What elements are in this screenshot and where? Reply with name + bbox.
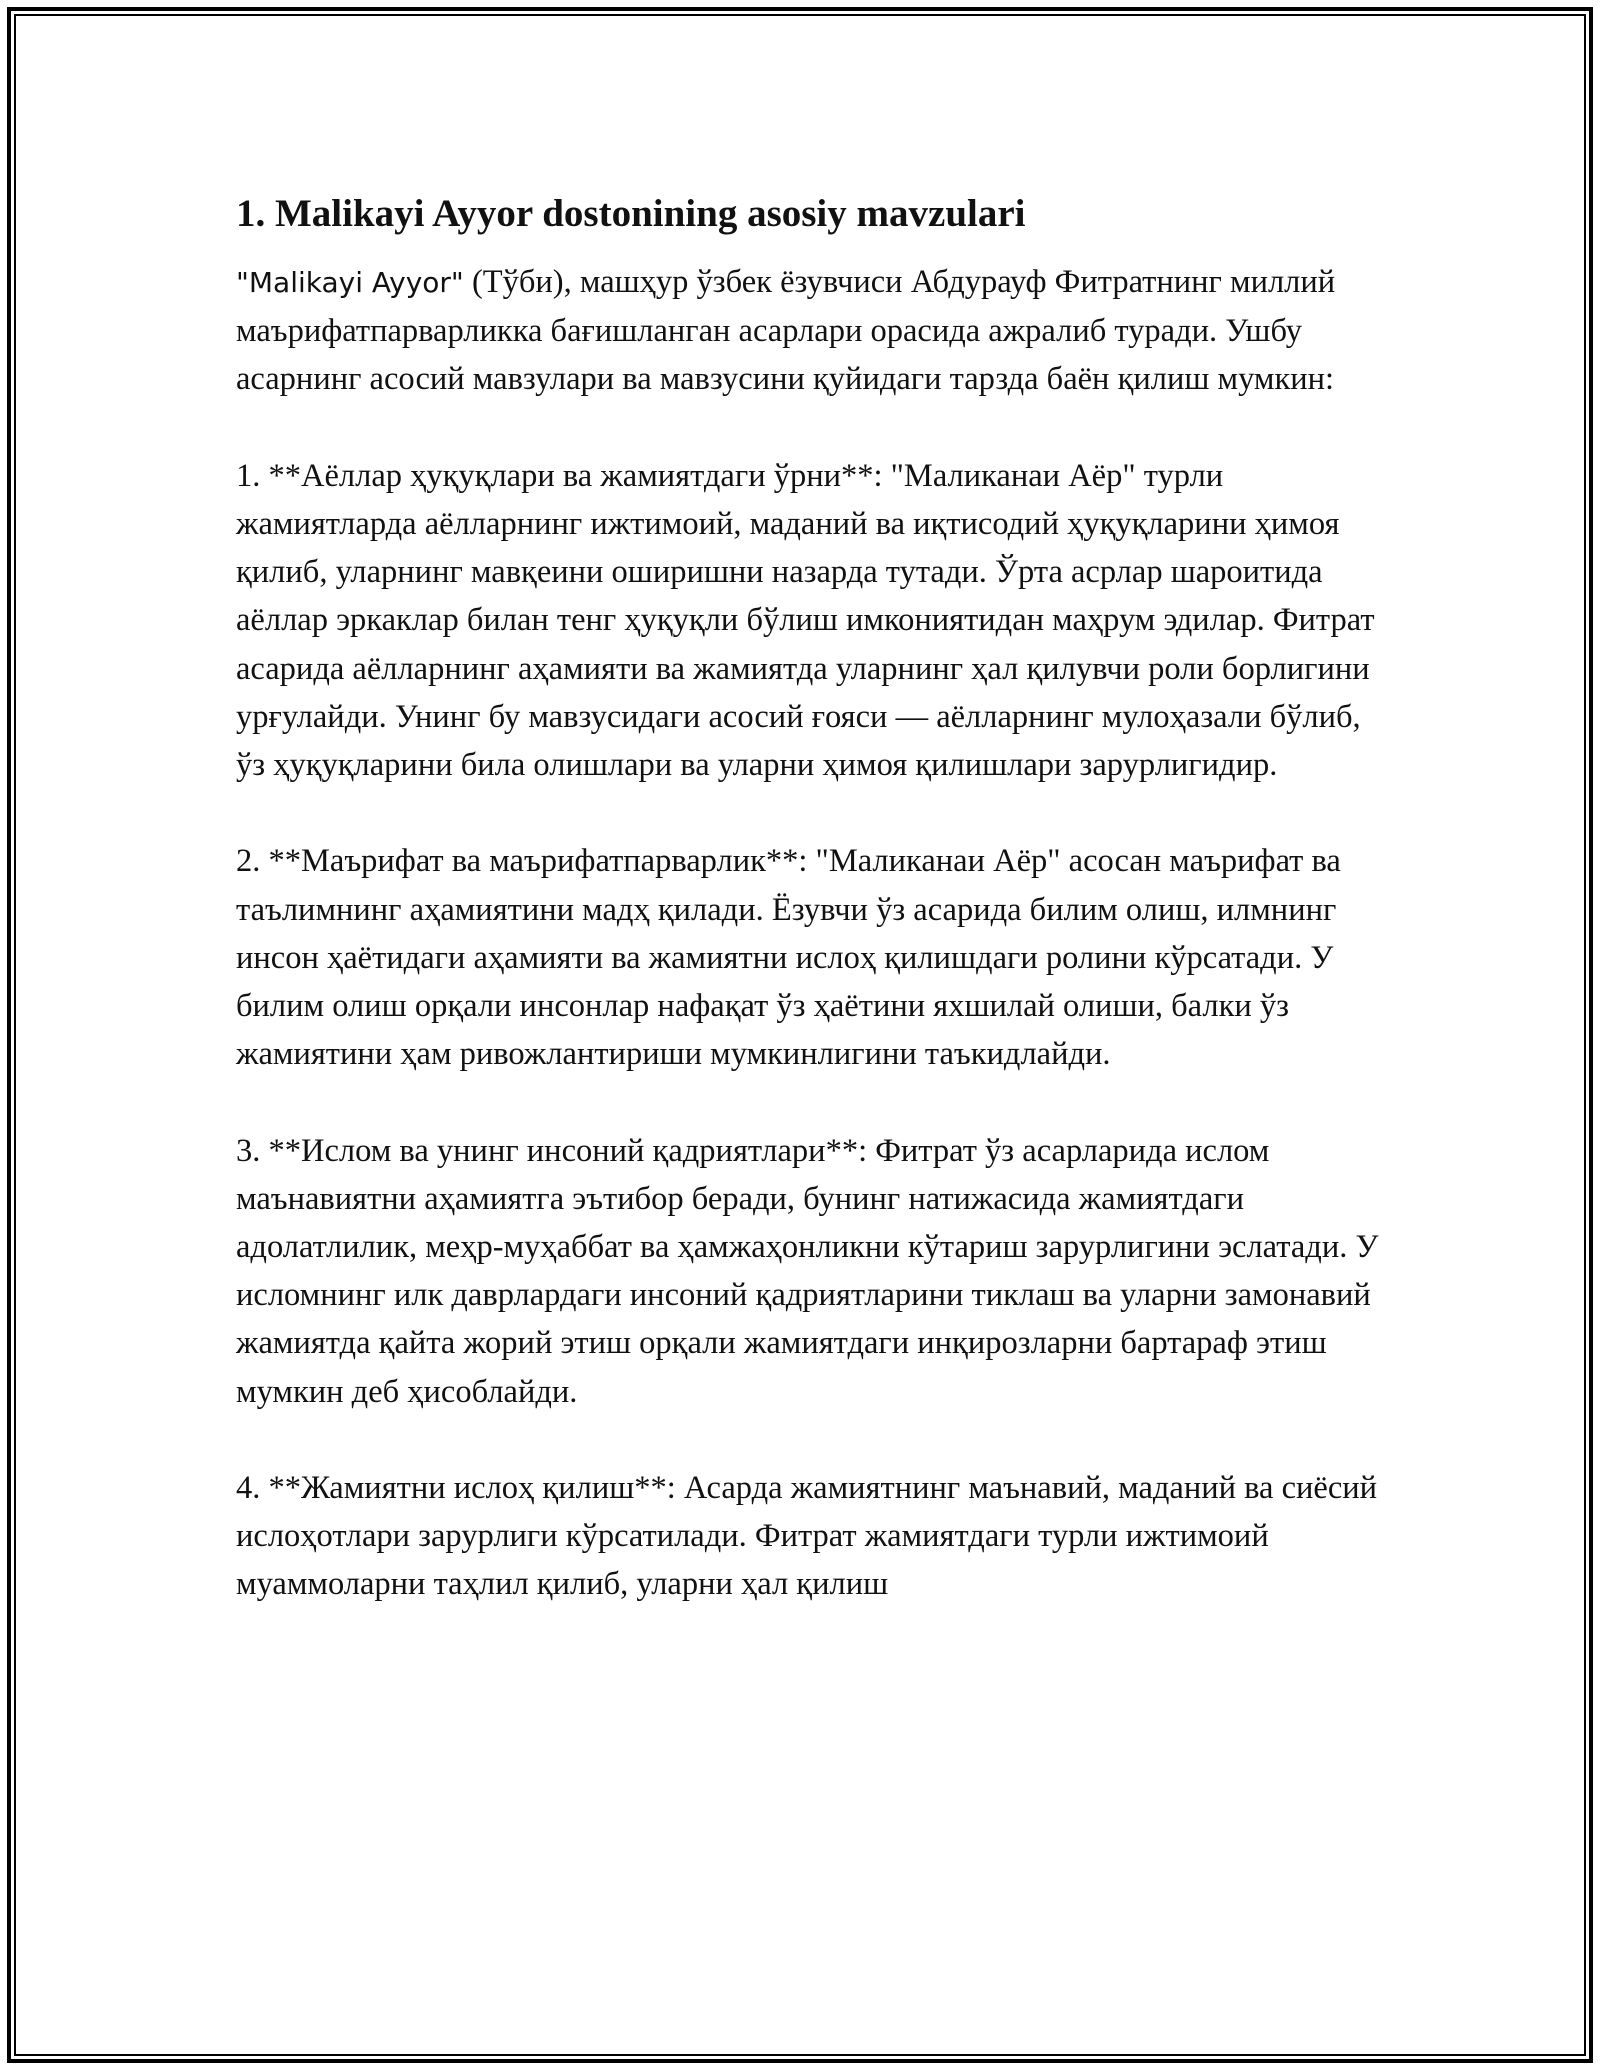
intro-text: (Тўби), машҳур ўзбек ёзувчиси Абдурауф Фитратнинг миллий маърифатпарварликка бағишланган асарлари орасида ажралиб туради. Ушбу асарнинг асосий мавзулари ва мавзусини қуйидаги тарзда баён қилиш мумкин: bbox=[236, 264, 1336, 398]
section-heading: 1. Malikayi Ayyor dostonining asosiy mavzulari bbox=[236, 192, 1026, 235]
list-item-3: 3. **Ислом ва унинг инсоний қадриятлари**: Фитрат ўз асарларида ислом маънавиятни аҳамиятга эътибор беради, бунинг натижасида жамиятдаги адолатлилик, меҳр-муҳаббат ва ҳамжаҳонликни кўтариш зарурлигини эслатади. У исломнинг илк даврлардаги инсоний қадриятларини тиклаш ва уларни замонавий жамиятда қайта жорий этиш орқали жамиятдаги инқирозларни бартараф этиш мумкин деб ҳисоблайди. bbox=[236, 1132, 1379, 1410]
list-item-1: 1. **Аёллар ҳуқуқлари ва жамиятдаги ўрни**: "Маликанаи Аёр" турли жамиятларда аёлларнинг ижтимоий, маданий ва иқтисодий ҳуқуқларини ҳимоя қилиб, уларнинг мавқеини оширишни назарда тутади. Ўрта асрлар шароитида аёллар эркаклар билан тенг ҳуқуқли бўлиш имкониятидан маҳрум эдилар. Фитрат асарида аёлларнинг аҳамияти ва жамиятда уларнинг ҳал қилувчи роли борлигини урғулайди. Унинг бу мавзусидаги асосий ғояси — аёлларнинг мулоҳазали бўлиб, ўз ҳуқуқларини била олишлари ва уларни ҳимоя қилишлари зарурлигидир. bbox=[236, 457, 1375, 784]
intro-title-quote: "Malikayi Ayyor" bbox=[236, 266, 464, 299]
list-item-2: 2. **Маърифат ва маърифатпарварлик**: "Маликанаи Аёр" асосан маърифат ва таълимнинг аҳамиятини мадҳ қилади. Ёзувчи ўз асарида билим олиш, илмнинг инсон ҳаётидаги аҳамияти ва жамиятни ислоҳ қилишдаги ролини кўрсатади. У билим олиш орқали инсонлар нафақат ўз ҳаётини яхшилай олиши, балки ўз жамиятини ҳам ривожлантириши мумкинлигини таъкидлайди. bbox=[236, 843, 1341, 1073]
intro-paragraph bbox=[236, 258, 1396, 404]
document-body bbox=[236, 186, 1396, 1657]
list-item-4: 4. **Жамиятни ислоҳ қилиш**: Асарда жамиятнинг маънавий, маданий ва сиёсий ислоҳотлари зарурлиги кўрсатилади. Фитрат жамиятдаги турли ижтимоий муаммоларни таҳлил қилиб, уларни ҳал қилиш bbox=[236, 1470, 1378, 1603]
